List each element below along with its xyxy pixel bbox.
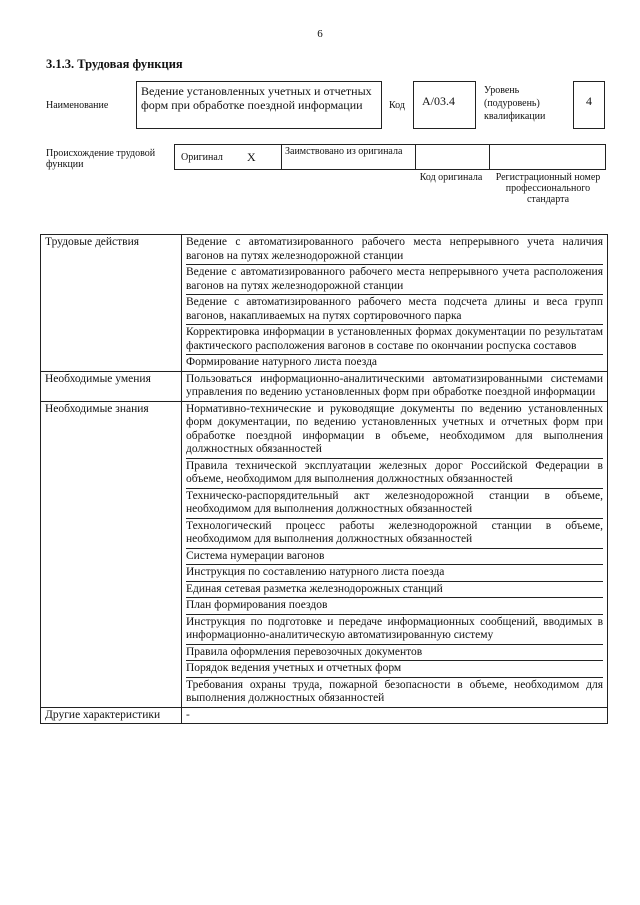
section-item: Нормативно-технические и руководящие документы по ведению установленных форм документации, по ведению установленных учетных и отчетных форм при обработке поездной информации в объеме, необходимом для выполнения должностных обязанностей: [186, 402, 603, 459]
function-name-value: Ведение установленных учетных и отчетных форм при обработке поездной информации: [141, 84, 372, 112]
level-box: [573, 81, 605, 129]
code-label: Код: [389, 100, 405, 111]
section-item: Единая сетевая разметка железнодорожных станций: [186, 582, 603, 599]
section-heading: Необходимые умения: [41, 371, 182, 401]
code-box: [413, 81, 476, 129]
section-items: [182, 707, 608, 724]
name-label: Наименование: [46, 100, 109, 111]
section-row: [41, 371, 608, 401]
section-item: Техническо-распорядительный акт железнодорожной станции в объеме, необходимом для выполнения должностных обязанностей: [186, 489, 603, 519]
code-value: А/03.4: [422, 94, 455, 108]
section-item: Корректировка информации в установленных формах документации по результатам фактического расположения вагонов в составе по окончании роспуска составов: [186, 325, 603, 355]
section-item: Ведение с автоматизированного рабочего места непрерывного учета наличия вагонов на путях железнодорожной станции: [186, 235, 603, 265]
section-heading: Необходимые знания: [41, 401, 182, 707]
section-item: Порядок ведения учетных и отчетных форм: [186, 661, 603, 678]
page-number: 6: [317, 28, 323, 40]
section-item: План формирования поездов: [186, 598, 603, 615]
section-item: Правила оформления перевозочных документов: [186, 645, 603, 662]
reg-number-caption: Регистрационный номер профессионального стандарта: [495, 172, 601, 205]
code-original-cell: [415, 145, 489, 169]
origin-row: [174, 144, 606, 170]
section-item: Правила технической эксплуатации железных дорог Российской Федерации в объеме, необходимом для выполнения должностных обязанностей: [186, 459, 603, 489]
origin-label: Происхождение трудовой функции: [46, 148, 156, 170]
section-row: [41, 401, 608, 707]
section-item: Пользоваться информационно-аналитическими автоматизированными системами управления по ведению установленных форм при обработке поездной информации: [186, 372, 603, 398]
reg-number-cell: [489, 145, 605, 169]
level-value: 4: [586, 94, 592, 108]
function-table: [40, 234, 608, 724]
code-original-caption: Код оригинала: [419, 172, 483, 183]
function-name-box: [136, 81, 382, 129]
borrowed-label: Заимствовано из оригинала: [285, 146, 403, 157]
section-item: Инструкция по подготовке и передаче информационных сообщений, вводимых в информационно-аналитическую автоматизированную систему: [186, 615, 603, 645]
section-heading: Трудовые действия: [41, 235, 182, 372]
section-row: [41, 235, 608, 372]
section-item: Инструкция по составлению натурного листа поезда: [186, 565, 603, 582]
borrowed-cell: [281, 145, 415, 169]
section-item: -: [186, 708, 190, 721]
section-heading: Другие характеристики: [41, 707, 182, 724]
section-items: [182, 235, 608, 372]
section-row: [41, 707, 608, 724]
section-item: Система нумерации вагонов: [186, 549, 603, 566]
section-item: Технологический процесс работы железнодорожной станции в объеме, необходимом для выполнения должностных обязанностей: [186, 519, 603, 549]
original-label: Оригинал: [181, 152, 223, 163]
original-mark: X: [247, 150, 256, 164]
section-item: Требования охраны труда, пожарной безопасности в объеме, необходимом для выполнения должностных обязанностей: [186, 678, 603, 704]
level-label: Уровень (подуровень) квалификации: [484, 85, 546, 122]
section-item: Формирование натурного листа поезда: [186, 356, 378, 368]
section-items: [182, 401, 608, 707]
section-title: 3.1.3. Трудовая функция: [46, 57, 183, 71]
section-item: Ведение с автоматизированного рабочего места непрерывного учета расположения вагонов на путях железнодорожной станции: [186, 265, 603, 295]
section-item: Ведение с автоматизированного рабочего места подсчета длины и веса групп вагонов, накапливаемых на путях сортировочного парка: [186, 295, 603, 325]
section-items: [182, 371, 608, 401]
